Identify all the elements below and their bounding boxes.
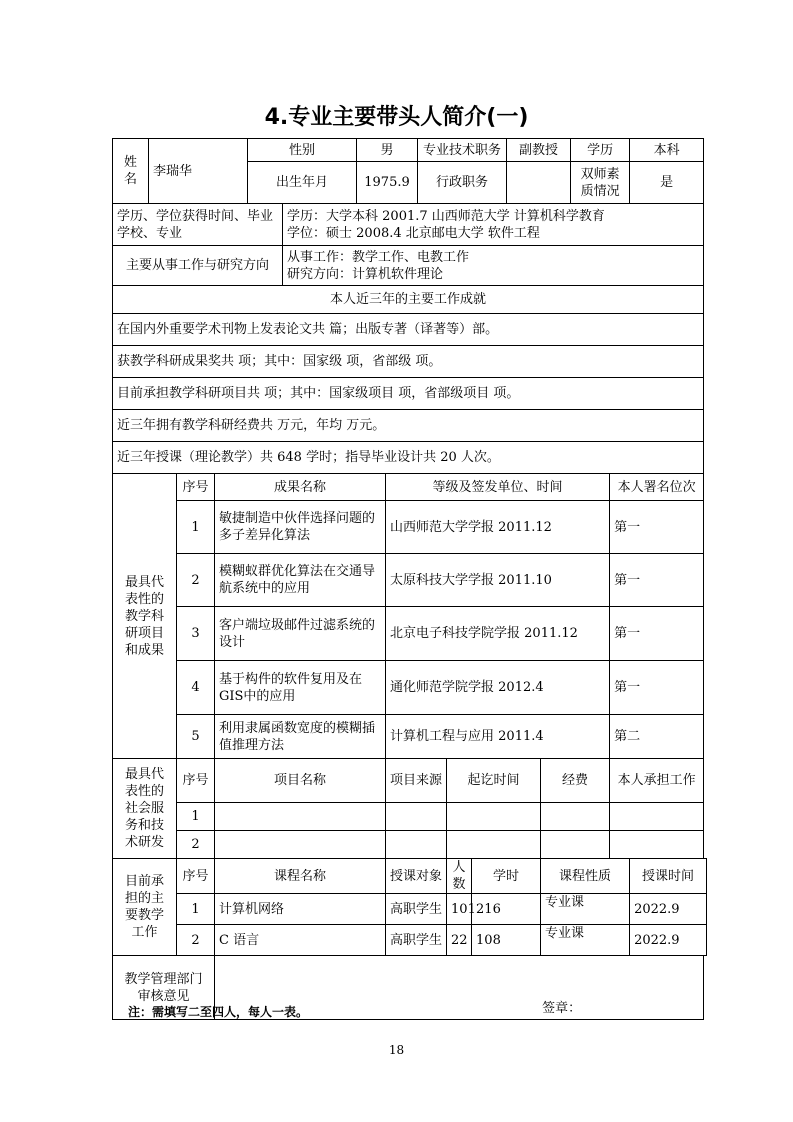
course-target: 高职学生 <box>386 925 447 956</box>
results-header-rank: 本人署名位次 <box>610 474 704 501</box>
achievements-header: 本人近三年的主要工作成就 <box>113 286 704 314</box>
signature-label: 签章： <box>542 1001 582 1016</box>
course-name: C 语言 <box>215 925 386 956</box>
profile-form-table <box>112 138 707 1020</box>
service-header-funding: 经费 <box>541 759 610 803</box>
course-target: 高职学生 <box>386 894 447 925</box>
achievement-funding: 近三年拥有教学科研经费共 万元，年均 万元。 <box>113 410 704 442</box>
gender-label: 性别 <box>248 139 357 162</box>
education-details <box>283 204 704 246</box>
course-nature: 专业课 <box>541 925 630 956</box>
result-no: 2 <box>177 554 215 607</box>
teaching-header-count: 人数 <box>447 859 472 894</box>
result-unit: 北京电子科技学院学报 2011.12 <box>386 607 610 661</box>
name-value: 李瑞华 <box>149 139 248 204</box>
page-number: 18 <box>388 1043 405 1057</box>
birth-value: 1975.9 <box>357 162 418 204</box>
result-unit: 太原科技大学学报 2011.10 <box>386 554 610 607</box>
work-line-research: 研究方向：计算机软件理论 <box>287 266 444 282</box>
result-no: 1 <box>177 501 215 554</box>
result-rank: 第一 <box>610 661 704 715</box>
table-row <box>113 831 707 859</box>
teaching-header-no: 序号 <box>177 859 215 894</box>
dual-qualification-label: 双师素质情况 <box>571 162 630 204</box>
course-no: 2 <box>177 925 215 956</box>
service-no: 1 <box>177 803 215 831</box>
work-line-duty: 从事工作：教学工作、电教工作 <box>287 249 470 265</box>
course-name: 计算机网络 <box>215 894 386 925</box>
table-row <box>113 554 707 607</box>
result-rank: 第一 <box>610 554 704 607</box>
work-label: 主要从事工作与研究方向 <box>113 246 283 286</box>
service-header-no: 序号 <box>177 759 215 803</box>
work-details <box>283 246 704 286</box>
representative-results-label: 最具代表性的教学科研项目和成果 <box>113 474 177 759</box>
result-rank: 第二 <box>610 715 704 759</box>
results-header-no: 序号 <box>177 474 215 501</box>
teaching-work-label: 目前承担的主要教学工作 <box>113 859 177 956</box>
birth-label: 出生年月 <box>248 162 357 204</box>
teaching-header-target: 授课对象 <box>386 859 447 894</box>
service-header-role: 本人承担工作 <box>610 759 704 803</box>
education-line-degree: 学历：大学本科 2001.7 山西师范大学 计算机科学教育 <box>287 208 605 224</box>
education-label: 学历、学位获得时间、毕业学校、专业 <box>113 204 283 246</box>
table-row <box>113 661 707 715</box>
teaching-header-time: 授课时间 <box>630 859 707 894</box>
table-row <box>113 803 707 831</box>
page-title: 4.专业主要带头人简介(一) <box>264 105 529 130</box>
table-row <box>113 607 707 661</box>
result-unit: 山西师范大学学报 2011.12 <box>386 501 610 554</box>
table-row <box>113 715 707 759</box>
result-name: 基于构件的软件复用及在GIS中的应用 <box>215 661 386 715</box>
result-no: 3 <box>177 607 215 661</box>
course-time: 2022.9 <box>630 925 707 956</box>
footnote: 注：需填写二至四人，每人一表。 <box>128 1005 309 1019</box>
result-name: 敏捷制造中伙伴选择问题的多子差异化算法 <box>215 501 386 554</box>
result-name: 客户端垃圾邮件过滤系统的设计 <box>215 607 386 661</box>
tech-title-label: 专业技术职务 <box>418 139 507 162</box>
teaching-header-course: 课程名称 <box>215 859 386 894</box>
result-unit: 通化师范学院学报 2012.4 <box>386 661 610 715</box>
teaching-header-nature: 课程性质 <box>541 859 630 894</box>
admin-post-label: 行政职务 <box>418 162 507 204</box>
result-name: 模糊蚁群优化算法在交通导航系统中的应用 <box>215 554 386 607</box>
teaching-header-hours: 学时 <box>472 859 541 894</box>
achievement-teaching-hours: 近三年授课（理论教学）共 648 学时；指导毕业设计共 20 人次。 <box>113 442 704 474</box>
result-name: 利用隶属函数宽度的模糊插值推理方法 <box>215 715 386 759</box>
education-line-master: 学位：硕士 2008.4 北京邮电大学 软件工程 <box>287 225 540 241</box>
achievement-awards: 获教学科研成果奖共 项；其中：国家级 项，省部级 项。 <box>113 346 704 378</box>
table-row <box>113 925 707 956</box>
result-rank: 第一 <box>610 607 704 661</box>
result-no: 4 <box>177 661 215 715</box>
result-no: 5 <box>177 715 215 759</box>
course-no: 1 <box>177 894 215 925</box>
dual-qualification-value: 是 <box>630 162 704 204</box>
service-header-source: 项目来源 <box>386 759 447 803</box>
results-header-unit: 等级及签发单位、时间 <box>386 474 610 501</box>
table-row <box>113 894 707 925</box>
service-header-period: 起讫时间 <box>447 759 541 803</box>
social-service-label: 最具代表性的社会服务和技术研发 <box>113 759 177 859</box>
service-header-name: 项目名称 <box>215 759 386 803</box>
education-level-value: 本科 <box>630 139 704 162</box>
course-hours: 216 <box>472 894 541 925</box>
service-no: 2 <box>177 831 215 859</box>
result-unit: 计算机工程与应用 2011.4 <box>386 715 610 759</box>
course-count: 22 <box>447 925 472 956</box>
course-count: 101 <box>447 894 472 925</box>
tech-title-value: 副教授 <box>507 139 571 162</box>
education-level-label: 学历 <box>571 139 630 162</box>
course-hours: 108 <box>472 925 541 956</box>
name-label: 姓名 <box>113 139 149 204</box>
achievement-projects: 目前承担教学科研项目共 项；其中：国家级项目 项，省部级项目 项。 <box>113 378 704 410</box>
course-time: 2022.9 <box>630 894 707 925</box>
achievement-papers: 在国内外重要学术刊物上发表论文共 篇；出版专著（译著等）部。 <box>113 314 704 346</box>
table-row <box>113 501 707 554</box>
course-nature: 专业课 <box>541 894 630 925</box>
review-label: 教学管理部门审核意见 <box>113 956 215 1020</box>
gender-value: 男 <box>357 139 418 162</box>
results-header-name: 成果名称 <box>215 474 386 501</box>
result-rank: 第一 <box>610 501 704 554</box>
admin-post-value <box>507 162 571 204</box>
